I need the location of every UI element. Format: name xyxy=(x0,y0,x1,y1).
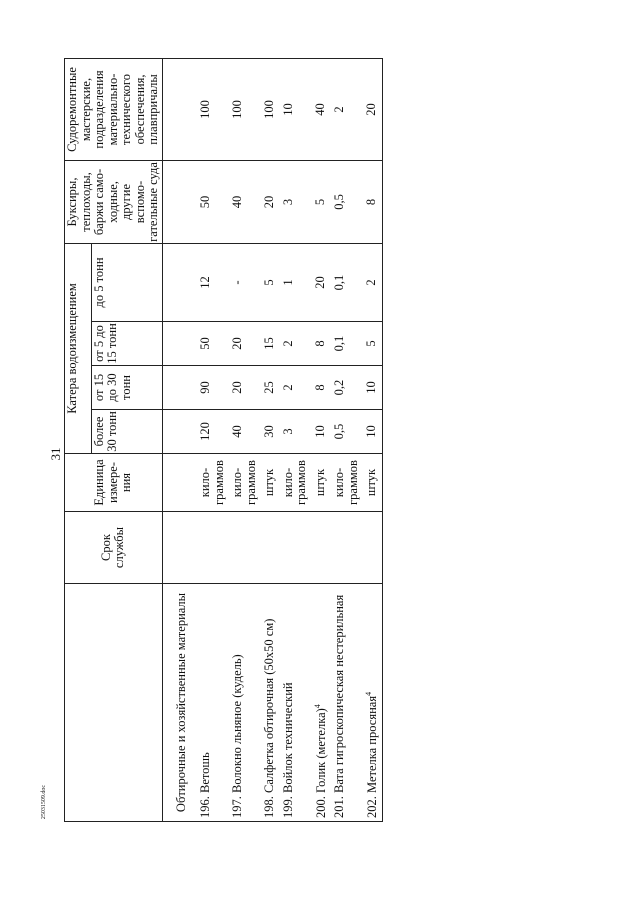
item-5-15: 20 xyxy=(228,322,260,366)
item-tugs: 0,5 xyxy=(330,160,362,243)
item-tugs: 5 xyxy=(311,160,331,243)
item-workshops: 40 xyxy=(311,58,331,160)
table-row xyxy=(260,58,279,821)
item-unit: кило-граммов xyxy=(279,454,311,512)
header-name-cell xyxy=(65,584,163,822)
item-upto5: 20 xyxy=(311,243,331,321)
header-service-life: Срок службы xyxy=(65,512,163,584)
table-row xyxy=(228,58,260,821)
header-over-30: более 30 тонн xyxy=(91,410,162,454)
item-over30: 0,5 xyxy=(330,410,362,454)
item-life xyxy=(311,512,331,584)
item-unit: кило-граммов xyxy=(330,454,362,512)
item-tugs: 40 xyxy=(228,160,260,243)
item-name: 202. Метелка просяная xyxy=(365,695,380,818)
item-over30: 3 xyxy=(279,410,311,454)
item-upto5: 5 xyxy=(260,243,279,321)
item-15-30: 10 xyxy=(362,366,382,410)
norms-table xyxy=(64,58,383,822)
item-unit: штук xyxy=(311,454,331,512)
item-name: 196. Ветошь xyxy=(198,752,212,818)
item-5-15: 50 xyxy=(196,322,228,366)
item-unit: штук xyxy=(260,454,279,512)
item-tugs: 50 xyxy=(196,160,228,243)
item-life xyxy=(362,512,382,584)
item-over30: 40 xyxy=(228,410,260,454)
item-workshops: 100 xyxy=(196,58,228,160)
header-tugs: Буксиры, теплоходы, баржи само-ходные, другие вспомо-гательные суда xyxy=(65,162,160,242)
table-row xyxy=(330,58,362,821)
item-tugs: 8 xyxy=(362,160,382,243)
item-workshops: 20 xyxy=(362,58,382,160)
header-boats-group: Катера водоизмещением xyxy=(65,243,92,453)
item-over30: 30 xyxy=(260,410,279,454)
item-over30: 10 xyxy=(362,410,382,454)
item-upto5: - xyxy=(228,243,260,321)
item-name: 197. Волокно льняное (кудель) xyxy=(230,654,244,818)
item-workshops: 100 xyxy=(260,58,279,160)
item-15-30: 2 xyxy=(279,366,311,410)
item-15-30: 20 xyxy=(228,366,260,410)
norms-table-rotated xyxy=(64,59,380,822)
item-name: 201. Вата гигроскопическая нестерильная xyxy=(332,594,347,818)
header-up-to-5: до 5 тонн xyxy=(91,243,162,321)
item-5-15: 5 xyxy=(362,322,382,366)
table-row xyxy=(279,58,311,821)
footer-filename: 25031509.doc xyxy=(41,784,47,820)
header-unit: Единица измере-ния xyxy=(65,454,163,512)
item-name: 200. Голик (метелка) xyxy=(313,708,328,818)
item-upto5: 1 xyxy=(279,243,311,321)
item-upto5: 12 xyxy=(196,243,228,321)
item-life xyxy=(330,512,362,584)
item-15-30: 90 xyxy=(196,366,228,410)
item-name: 198. Салфетка обтирочная (50х50 см) xyxy=(262,618,276,818)
item-life xyxy=(260,512,279,584)
item-over30: 120 xyxy=(196,410,228,454)
header-workshops: Судоремонтные мастерские, подразделения материально-технического обеспечения, плавпричалы xyxy=(65,58,163,160)
table-row xyxy=(311,58,331,821)
item-life xyxy=(228,512,260,584)
item-tugs: 20 xyxy=(260,160,279,243)
section-title: Обтирочные и хозяйственные материалы xyxy=(162,584,190,822)
item-15-30: 25 xyxy=(260,366,279,410)
item-15-30: 8 xyxy=(311,366,331,410)
header-5-to-15: от 5 до 15 тонн xyxy=(91,322,162,366)
item-footnote: 4 xyxy=(364,691,374,696)
item-5-15: 8 xyxy=(311,322,331,366)
header-15-to-30: от 15 до 30 тонн xyxy=(91,366,162,410)
item-unit: кило-граммов xyxy=(196,454,228,512)
item-footnote: 4 xyxy=(312,704,322,709)
item-workshops: 100 xyxy=(228,58,260,160)
item-15-30: 0,2 xyxy=(330,366,362,410)
table-row xyxy=(196,58,228,821)
item-workshops: 10 xyxy=(279,58,311,160)
item-5-15: 15 xyxy=(260,322,279,366)
table-row xyxy=(362,58,382,821)
item-5-15: 2 xyxy=(279,322,311,366)
item-upto5: 0,1 xyxy=(330,243,362,321)
item-unit: штук xyxy=(362,454,382,512)
item-life xyxy=(196,512,228,584)
item-name: 199. Войлок технический xyxy=(280,682,295,818)
item-workshops: 2 xyxy=(330,58,362,160)
item-tugs: 3 xyxy=(279,160,311,243)
page-number: 31 xyxy=(48,447,63,461)
item-life xyxy=(279,512,311,584)
item-upto5: 2 xyxy=(362,243,382,321)
item-over30: 10 xyxy=(311,410,331,454)
item-unit: кило-граммов xyxy=(228,454,260,512)
item-5-15: 0,1 xyxy=(330,322,362,366)
